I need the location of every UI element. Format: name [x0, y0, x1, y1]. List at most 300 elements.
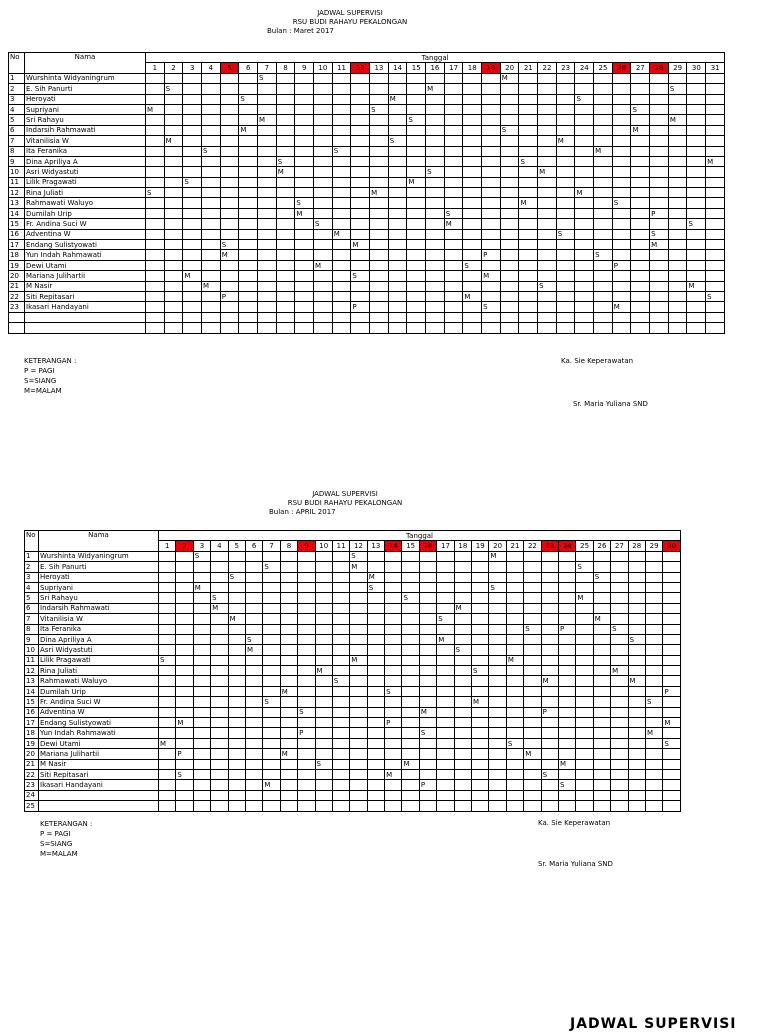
- day-header-15: 15: [402, 541, 419, 551]
- empty-cell: [315, 790, 332, 800]
- empty-cell: [631, 208, 650, 218]
- empty-cell: [245, 738, 262, 748]
- empty-cell: [611, 790, 628, 800]
- empty-cell: [367, 603, 384, 613]
- day-header-5: 5: [220, 63, 239, 73]
- empty-cell: [402, 707, 419, 717]
- empty-cell: [276, 271, 295, 281]
- empty-cell: [558, 666, 575, 676]
- empty-cell: [164, 250, 183, 260]
- row-number: 2: [9, 84, 25, 94]
- empty-cell: [332, 94, 351, 104]
- shift-cell: S: [444, 208, 463, 218]
- empty-cell: [164, 156, 183, 166]
- empty-cell: [663, 551, 681, 561]
- empty-cell: [239, 260, 258, 270]
- day-header-20: 20: [489, 541, 506, 551]
- empty-cell: [146, 312, 165, 322]
- empty-cell: [245, 790, 262, 800]
- empty-cell: [402, 666, 419, 676]
- empty-cell: [298, 769, 315, 779]
- staff-name: E. Sih Panurti: [39, 562, 159, 572]
- empty-cell: [332, 250, 351, 260]
- empty-cell: [472, 728, 489, 738]
- empty-cell: [454, 666, 471, 676]
- empty-cell: [556, 260, 575, 270]
- empty-cell: [668, 156, 687, 166]
- empty-cell: [314, 229, 333, 239]
- empty-cell: [576, 728, 593, 738]
- empty-cell: [332, 125, 351, 135]
- empty-cell: [183, 291, 202, 301]
- empty-cell: [298, 593, 315, 603]
- shift-cell: M: [628, 676, 645, 686]
- empty-cell: [228, 801, 245, 811]
- empty-cell: [558, 655, 575, 665]
- empty-cell: [444, 250, 463, 260]
- empty-cell: [650, 125, 669, 135]
- empty-cell: [228, 749, 245, 759]
- day-header-12: 12: [351, 63, 370, 73]
- empty-cell: [193, 655, 210, 665]
- empty-cell: [367, 718, 384, 728]
- empty-cell: [228, 707, 245, 717]
- empty-cell: [370, 229, 389, 239]
- shift-cell: M: [159, 738, 176, 748]
- empty-cell: [367, 728, 384, 738]
- empty-cell: [263, 749, 280, 759]
- empty-cell: [575, 167, 594, 177]
- legend-malam: M=MALAM: [40, 850, 78, 858]
- empty-cell: [315, 707, 332, 717]
- empty-cell: [370, 84, 389, 94]
- shift-cell: M: [263, 780, 280, 790]
- hospital-name: RSU BUDI RAHAYU PEKALONGAN: [287, 499, 403, 507]
- staff-name: Supriyani: [39, 582, 159, 592]
- table-row: [25, 749, 681, 759]
- empty-cell: [575, 125, 594, 135]
- empty-cell: [332, 240, 351, 250]
- empty-cell: [593, 728, 610, 738]
- empty-cell: [295, 219, 314, 229]
- empty-cell: [367, 666, 384, 676]
- empty-cell: [388, 271, 407, 281]
- empty-cell: [631, 271, 650, 281]
- empty-cell: [245, 697, 262, 707]
- empty-cell: [612, 146, 631, 156]
- empty-cell: [437, 759, 454, 769]
- empty-cell: [276, 136, 295, 146]
- empty-cell: [332, 697, 349, 707]
- empty-cell: [280, 655, 297, 665]
- empty-cell: [500, 302, 519, 312]
- empty-cell: [183, 73, 202, 83]
- empty-cell: [315, 676, 332, 686]
- empty-cell: [314, 291, 333, 301]
- day-header-21: 21: [519, 63, 538, 73]
- empty-cell: [183, 146, 202, 156]
- empty-cell: [351, 219, 370, 229]
- schedule-header-2: [250, 490, 440, 517]
- empty-cell: [650, 177, 669, 187]
- staff-name: Yun Indah Rahmawati: [39, 728, 159, 738]
- empty-cell: [426, 208, 445, 218]
- empty-cell: [538, 136, 557, 146]
- empty-cell: [164, 188, 183, 198]
- empty-cell: [645, 582, 662, 592]
- empty-cell: [385, 676, 402, 686]
- empty-cell: [631, 156, 650, 166]
- empty-cell: [556, 146, 575, 156]
- empty-cell: [482, 73, 501, 83]
- day-header-17: 17: [437, 541, 454, 551]
- empty-cell: [183, 136, 202, 146]
- empty-cell: [228, 780, 245, 790]
- empty-cell: [668, 146, 687, 156]
- table-row: [9, 125, 725, 135]
- empty-cell: [437, 790, 454, 800]
- shift-cell: S: [506, 738, 523, 748]
- shift-cell: M: [407, 177, 426, 187]
- legend-malam: M=MALAM: [24, 387, 62, 395]
- row-number: 22: [9, 291, 25, 301]
- empty-cell: [687, 104, 706, 114]
- empty-cell: [611, 676, 628, 686]
- empty-cell: [612, 125, 631, 135]
- empty-cell: [668, 198, 687, 208]
- empty-cell: [594, 198, 613, 208]
- empty-cell: [402, 676, 419, 686]
- staff-name: Endang Sulistyowati: [25, 240, 146, 250]
- staff-name: Rina Juliati: [39, 666, 159, 676]
- table-row: [9, 250, 725, 260]
- empty-cell: [280, 718, 297, 728]
- empty-cell: [298, 666, 315, 676]
- empty-cell: [419, 655, 436, 665]
- empty-cell: [706, 125, 725, 135]
- empty-cell: [193, 801, 210, 811]
- shift-cell: S: [524, 624, 541, 634]
- staff-name: M Nasir: [25, 281, 146, 291]
- empty-cell: [631, 198, 650, 208]
- shift-cell: S: [370, 104, 389, 114]
- staff-name: Dewi Utami: [39, 738, 159, 748]
- empty-cell: [332, 759, 349, 769]
- empty-cell: [159, 551, 176, 561]
- empty-cell: [351, 167, 370, 177]
- empty-cell: [419, 790, 436, 800]
- empty-cell: [472, 593, 489, 603]
- empty-cell: [500, 323, 519, 333]
- day-header-1: 1: [146, 63, 165, 73]
- empty-cell: [407, 167, 426, 177]
- empty-cell: [611, 801, 628, 811]
- empty-cell: [558, 551, 575, 561]
- staff-name: Yun Indah Rahmawati: [25, 250, 146, 260]
- empty-cell: [419, 759, 436, 769]
- empty-cell: [500, 312, 519, 322]
- empty-cell: [402, 624, 419, 634]
- empty-cell: [612, 188, 631, 198]
- legend-title: KETERANGAN :: [24, 357, 77, 365]
- empty-cell: [668, 208, 687, 218]
- signature-name-1: Sr. Maria Yuliana SND: [573, 400, 648, 408]
- table-row: [9, 208, 725, 218]
- empty-cell: [556, 250, 575, 260]
- empty-cell: [628, 603, 645, 613]
- empty-cell: [258, 177, 277, 187]
- empty-cell: [370, 136, 389, 146]
- empty-cell: [351, 208, 370, 218]
- empty-cell: [164, 198, 183, 208]
- shift-cell: S: [576, 562, 593, 572]
- row-number: 4: [9, 104, 25, 114]
- day-header-18: 18: [463, 63, 482, 73]
- empty-cell: [351, 115, 370, 125]
- day-header-29: 29: [668, 63, 687, 73]
- empty-cell: [332, 136, 351, 146]
- empty-cell: [628, 790, 645, 800]
- empty-cell: [426, 125, 445, 135]
- empty-cell: [263, 686, 280, 696]
- staff-name: Lilik Pragawati: [25, 177, 146, 187]
- shift-cell: S: [245, 634, 262, 644]
- empty-cell: [538, 115, 557, 125]
- empty-cell: [576, 780, 593, 790]
- empty-cell: [402, 790, 419, 800]
- empty-cell: [385, 655, 402, 665]
- shift-cell: M: [593, 614, 610, 624]
- table-row: [25, 718, 681, 728]
- empty-cell: [164, 219, 183, 229]
- empty-cell: [419, 603, 436, 613]
- staff-name: Rahmawati Waluyo: [25, 198, 146, 208]
- empty-cell: [367, 780, 384, 790]
- empty-cell: [263, 645, 280, 655]
- empty-cell: [388, 198, 407, 208]
- empty-cell: [176, 645, 193, 655]
- table-row: [9, 323, 725, 333]
- empty-cell: [519, 177, 538, 187]
- empty-cell: [556, 291, 575, 301]
- shift-cell: S: [489, 582, 506, 592]
- staff-name: Dumilah Urip: [25, 208, 146, 218]
- empty-cell: [367, 593, 384, 603]
- empty-cell: [437, 718, 454, 728]
- empty-cell: [444, 302, 463, 312]
- empty-cell: [298, 686, 315, 696]
- empty-cell: [556, 271, 575, 281]
- day-header-19: 19: [482, 63, 501, 73]
- empty-cell: [426, 115, 445, 125]
- empty-cell: [454, 749, 471, 759]
- empty-cell: [524, 676, 541, 686]
- empty-cell: [444, 167, 463, 177]
- empty-cell: [315, 749, 332, 759]
- table-row: [25, 655, 681, 665]
- shift-cell: S: [594, 250, 613, 260]
- empty-cell: [668, 167, 687, 177]
- empty-cell: [332, 624, 349, 634]
- empty-cell: [295, 271, 314, 281]
- empty-cell: [228, 562, 245, 572]
- day-header-7: 7: [263, 541, 280, 551]
- empty-cell: [258, 260, 277, 270]
- empty-cell: [276, 240, 295, 250]
- empty-cell: [211, 676, 228, 686]
- empty-cell: [164, 291, 183, 301]
- empty-cell: [276, 312, 295, 322]
- table-row: [25, 801, 681, 811]
- empty-cell: [472, 801, 489, 811]
- empty-cell: [611, 707, 628, 717]
- empty-cell: [650, 167, 669, 177]
- empty-cell: [239, 312, 258, 322]
- empty-cell: [489, 572, 506, 582]
- empty-cell: [524, 593, 541, 603]
- empty-cell: [220, 167, 239, 177]
- shift-cell: S: [385, 686, 402, 696]
- empty-cell: [506, 749, 523, 759]
- table-row: [9, 115, 725, 125]
- empty-cell: [211, 551, 228, 561]
- empty-cell: [576, 697, 593, 707]
- empty-cell: [295, 302, 314, 312]
- empty-cell: [276, 115, 295, 125]
- empty-cell: [593, 624, 610, 634]
- empty-cell: [576, 718, 593, 728]
- empty-cell: [314, 250, 333, 260]
- empty-cell: [463, 208, 482, 218]
- empty-cell: [220, 104, 239, 114]
- shift-cell: S: [482, 302, 501, 312]
- empty-cell: [202, 291, 221, 301]
- row-number: 2: [25, 562, 39, 572]
- empty-cell: [298, 790, 315, 800]
- day-header-5: 5: [228, 541, 245, 551]
- empty-cell: [370, 177, 389, 187]
- empty-cell: [332, 769, 349, 779]
- empty-cell: [315, 718, 332, 728]
- empty-cell: [183, 125, 202, 135]
- empty-cell: [263, 614, 280, 624]
- empty-cell: [524, 645, 541, 655]
- empty-cell: [332, 790, 349, 800]
- empty-cell: [276, 198, 295, 208]
- shift-cell: M: [385, 769, 402, 779]
- empty-cell: [263, 666, 280, 676]
- empty-cell: [472, 614, 489, 624]
- empty-cell: [593, 697, 610, 707]
- day-header-26: 26: [593, 541, 610, 551]
- empty-cell: [211, 749, 228, 759]
- empty-cell: [367, 614, 384, 624]
- empty-cell: [211, 624, 228, 634]
- empty-cell: [258, 271, 277, 281]
- empty-cell: [370, 208, 389, 218]
- empty-cell: [258, 281, 277, 291]
- empty-cell: [183, 312, 202, 322]
- empty-cell: [258, 94, 277, 104]
- table-row: [9, 188, 725, 198]
- empty-cell: [444, 281, 463, 291]
- empty-cell: [164, 208, 183, 218]
- empty-cell: [332, 208, 351, 218]
- table-row: [9, 156, 725, 166]
- empty-cell: [437, 749, 454, 759]
- empty-cell: [385, 728, 402, 738]
- empty-cell: [298, 603, 315, 613]
- empty-cell: [500, 281, 519, 291]
- empty-cell: [631, 188, 650, 198]
- shift-cell: S: [437, 614, 454, 624]
- empty-cell: [276, 250, 295, 260]
- empty-cell: [575, 208, 594, 218]
- shift-cell: S: [314, 219, 333, 229]
- staff-name: M Nasir: [39, 759, 159, 769]
- shift-cell: M: [402, 759, 419, 769]
- empty-cell: [388, 177, 407, 187]
- empty-cell: [263, 676, 280, 686]
- empty-cell: [645, 572, 662, 582]
- empty-cell: [594, 104, 613, 114]
- empty-cell: [239, 177, 258, 187]
- empty-cell: [631, 302, 650, 312]
- empty-cell: [594, 156, 613, 166]
- shift-cell: M: [575, 188, 594, 198]
- shift-cell: P: [176, 749, 193, 759]
- empty-cell: [239, 281, 258, 291]
- empty-cell: [454, 769, 471, 779]
- shift-cell: M: [176, 718, 193, 728]
- empty-cell: [612, 94, 631, 104]
- empty-cell: [245, 686, 262, 696]
- day-header-15: 15: [407, 63, 426, 73]
- empty-cell: [500, 250, 519, 260]
- empty-cell: [245, 759, 262, 769]
- empty-cell: [687, 312, 706, 322]
- empty-cell: [315, 603, 332, 613]
- empty-cell: [295, 312, 314, 322]
- empty-cell: [558, 769, 575, 779]
- empty-cell: [668, 240, 687, 250]
- shift-cell: S: [220, 240, 239, 250]
- empty-cell: [576, 645, 593, 655]
- empty-cell: [593, 738, 610, 748]
- empty-cell: [454, 551, 471, 561]
- empty-cell: [280, 728, 297, 738]
- empty-cell: [298, 780, 315, 790]
- empty-cell: [687, 84, 706, 94]
- empty-cell: [594, 84, 613, 94]
- empty-cell: [687, 146, 706, 156]
- empty-cell: [332, 323, 351, 333]
- empty-cell: [519, 302, 538, 312]
- empty-cell: [276, 281, 295, 291]
- empty-cell: [426, 302, 445, 312]
- empty-cell: [239, 219, 258, 229]
- empty-cell: [220, 188, 239, 198]
- empty-cell: [668, 104, 687, 114]
- table-row: [25, 614, 681, 624]
- empty-cell: [258, 323, 277, 333]
- empty-cell: [239, 291, 258, 301]
- empty-cell: [159, 562, 176, 572]
- empty-cell: [298, 749, 315, 759]
- shift-cell: S: [454, 645, 471, 655]
- staff-name: Siti Repitasari: [25, 291, 146, 301]
- empty-cell: [295, 94, 314, 104]
